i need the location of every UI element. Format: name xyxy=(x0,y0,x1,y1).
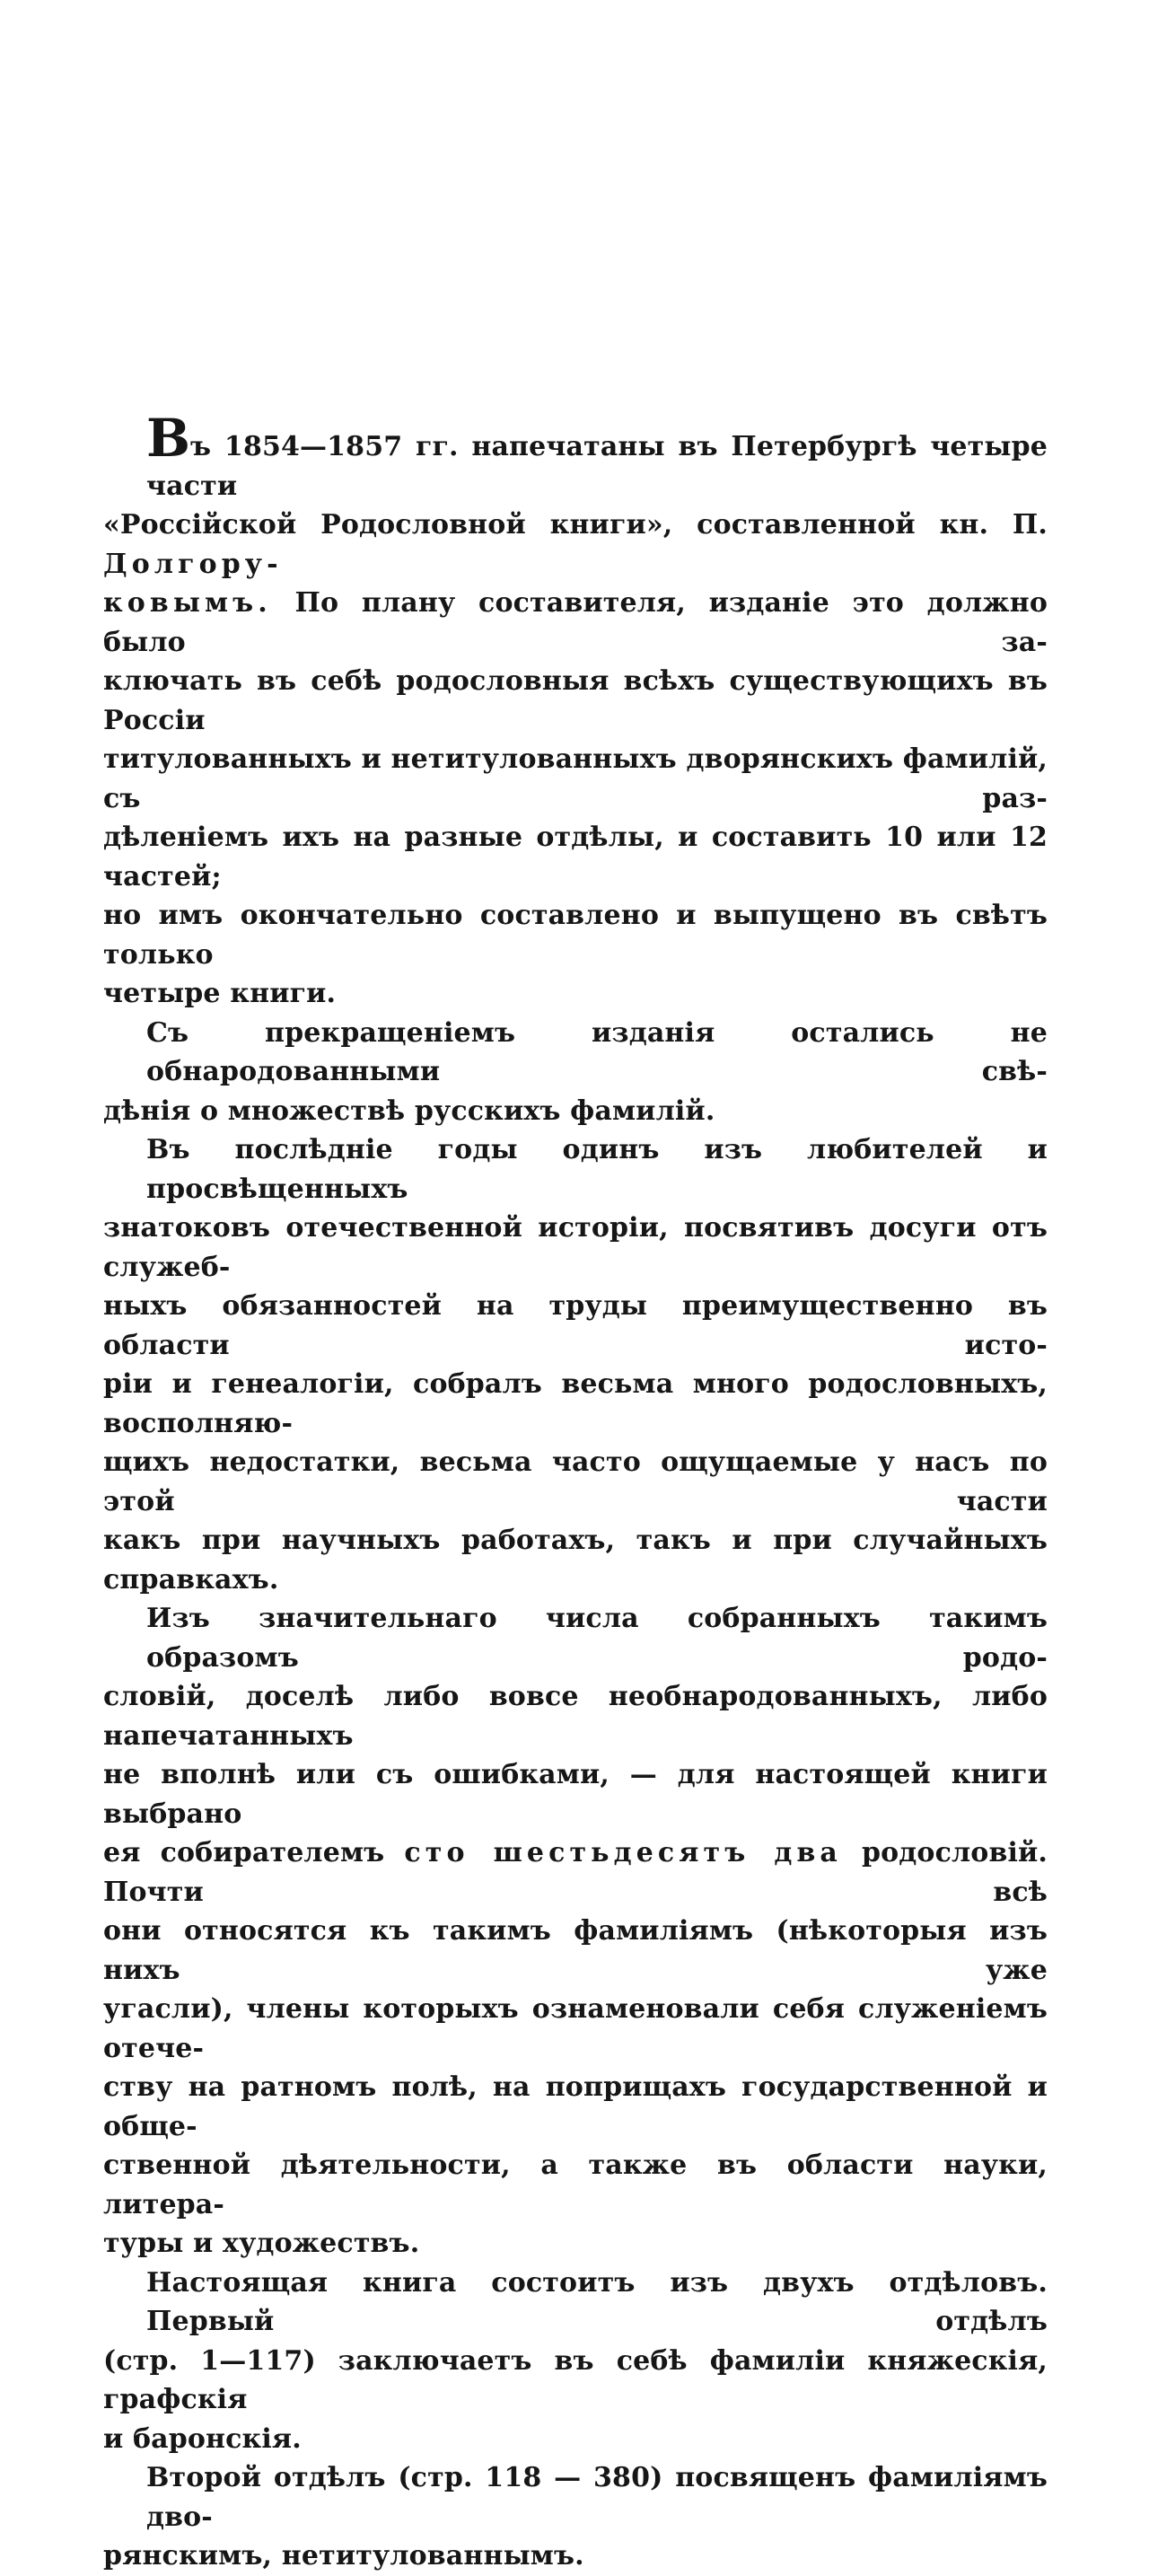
text-line xyxy=(103,2536,1048,2576)
text-segment: какъ при научныхъ работахъ, такъ и при случайныхъ справкахъ. xyxy=(103,1525,1048,1596)
text-segment: ріи и генеалогіи, собралъ весьма много родословныхъ, восполняю- xyxy=(103,1368,1048,1439)
text-line xyxy=(103,740,1048,818)
paragraph-6 xyxy=(103,2458,1048,2576)
text-line xyxy=(103,1833,1048,1912)
text-line xyxy=(103,1209,1048,1287)
text-segment: (стр. 1—117) заключаетъ въ себѣ фамиліи княжескія, графскія xyxy=(103,2344,1048,2415)
text-line xyxy=(103,896,1048,974)
text-line xyxy=(103,1599,1048,1677)
text-line xyxy=(103,408,1048,506)
text-segment: Настоящая книга состоитъ изъ двухъ отдѣловъ. Первый отдѣлъ xyxy=(146,2266,1048,2337)
text-line xyxy=(103,1755,1048,1833)
text-segment: они относятся къ такимъ фамиліямъ (нѣкоторыя изъ нихъ уже xyxy=(103,1915,1048,1986)
drop-cap-initial: В xyxy=(146,408,191,469)
text-segment: ныхъ обязанностей на труды преимущественно въ области исто- xyxy=(103,1290,1048,1361)
text-segment: титулованныхъ и нетитулованныхъ дворянскихъ фамилій, съ раз- xyxy=(103,743,1048,814)
text-segment: знатоковъ отечественной исторіи, посвятивъ досуги отъ служеб- xyxy=(103,1212,1048,1283)
paragraph-1 xyxy=(103,408,1048,1014)
text-segment: но имъ окончательно составлено и выпущено въ свѣтъ только xyxy=(103,900,1048,971)
text-segment: щихъ недостатки, весьма часто ощущаемые у насъ по этой части xyxy=(103,1446,1048,1517)
text-line xyxy=(103,1990,1048,2068)
text-segment: дѣленіемъ ихъ на разные отдѣлы, и составить 10 или 12 частей; xyxy=(103,822,1048,892)
text-segment: словій, доселѣ либо вовсе необнародованныхъ, либо напечатанныхъ xyxy=(103,1681,1048,1752)
text-line xyxy=(103,506,1048,584)
text-line xyxy=(103,974,1048,1014)
text-line xyxy=(103,818,1048,896)
text-line xyxy=(103,2420,1048,2459)
text-segment: родословій. Почти всѣ xyxy=(103,1837,1048,1908)
paragraph-4 xyxy=(103,1599,1048,2264)
text-line xyxy=(103,1443,1048,1521)
text-line xyxy=(103,2458,1048,2536)
text-line xyxy=(103,584,1048,662)
text-line xyxy=(103,1912,1048,1990)
text-line xyxy=(103,1130,1048,1209)
emphasized-text: Долгору- xyxy=(103,548,283,580)
text-line xyxy=(103,1521,1048,1599)
text-line xyxy=(103,2146,1048,2224)
text-segment: «Россійской Родословной книги», составленной кн. П. xyxy=(103,509,1048,541)
text-line xyxy=(103,1092,1048,1131)
text-segment: четыре книги. xyxy=(103,978,337,1009)
text-segment: ъ 1854—1857 гг. напечатаны въ Петербургѣ четыре части xyxy=(146,431,1048,502)
text-segment: Изъ значительнаго числа собранныхъ такимъ образомъ родо- xyxy=(146,1603,1048,1674)
text-line xyxy=(103,2224,1048,2264)
paragraph-5 xyxy=(103,2264,1048,2459)
text-line xyxy=(103,1287,1048,1365)
text-line xyxy=(103,662,1048,740)
paragraph-3 xyxy=(103,1130,1048,1599)
text-segment: Въ послѣдніе годы одинъ изъ любителей и просвѣщенныхъ xyxy=(146,1134,1048,1205)
text-segment: туры и художествъ. xyxy=(103,2228,420,2259)
text-line xyxy=(103,1365,1048,1443)
page-text xyxy=(103,408,1048,2576)
text-segment: По плану составителя, изданіе это должно было за- xyxy=(103,587,1048,658)
text-line xyxy=(103,2342,1048,2420)
text-segment: ственной дѣятельности, а также въ области науки, литера- xyxy=(103,2150,1048,2220)
paragraph-2 xyxy=(103,1014,1048,1131)
emphasized-text: ковымъ. xyxy=(103,587,272,619)
text-line xyxy=(103,2068,1048,2146)
text-segment: дѣнія о множествѣ русскихъ фамилій. xyxy=(103,1095,715,1127)
text-segment: ключать въ себѣ родословныя всѣхъ существующихъ въ Россіи xyxy=(103,665,1048,736)
text-line xyxy=(103,1014,1048,1092)
text-segment: ея собирателемъ xyxy=(103,1837,405,1868)
text-segment: угасли), члены которыхъ ознаменовали себя служеніемъ отече- xyxy=(103,1993,1048,2064)
text-line xyxy=(103,2264,1048,2342)
emphasized-text: сто шестьдесятъ два xyxy=(404,1837,842,1868)
text-segment: ству на ратномъ полѣ, на поприщахъ государственной и обще- xyxy=(103,2071,1048,2142)
text-segment: не вполнѣ или съ ошибками, — для настоящей книги выбрано xyxy=(103,1759,1048,1830)
text-segment: Второй отдѣлъ (стр. 118 — 380) посвященъ фамиліямъ дво- xyxy=(146,2462,1048,2533)
text-segment: рянскимъ, нетитулованнымъ. xyxy=(103,2540,584,2572)
text-line xyxy=(103,1677,1048,1755)
text-segment: и баронскія. xyxy=(103,2422,302,2455)
text-segment: Съ прекращеніемъ изданія остались не обнародованными свѣ- xyxy=(146,1016,1048,1087)
